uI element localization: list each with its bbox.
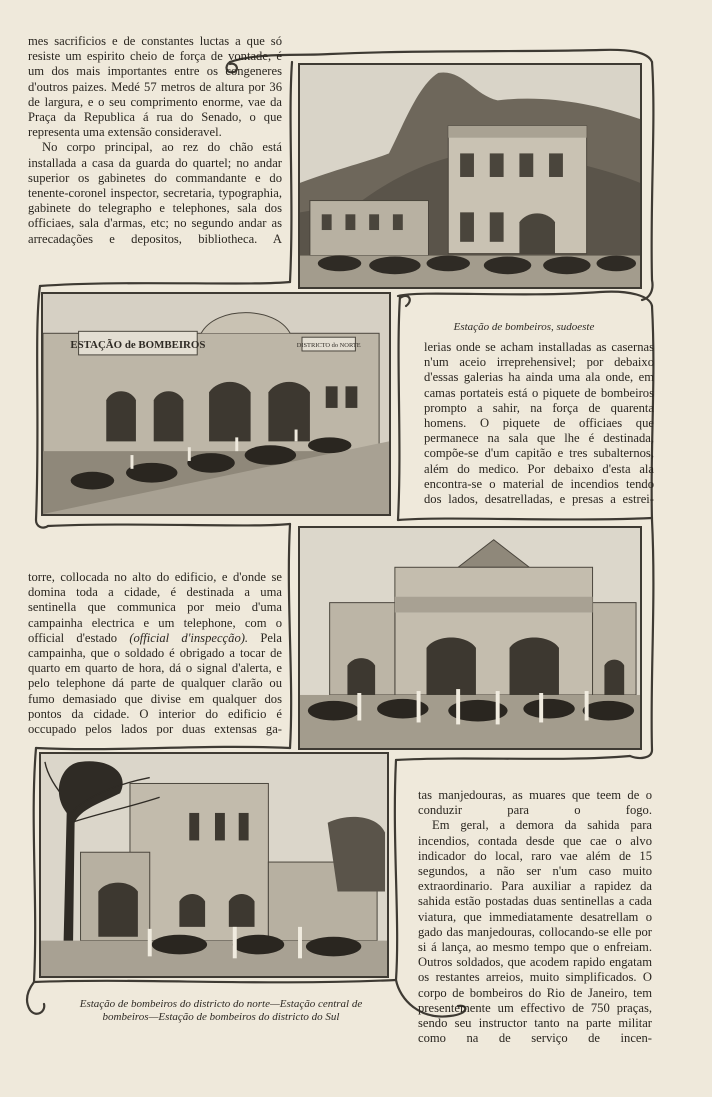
caption-sudoeste: Estação de bombeiros, sudoeste — [453, 321, 595, 333]
photo-estacao-sul-facade — [298, 526, 642, 750]
text-col1-top — [28, 34, 282, 247]
paragraph — [28, 570, 282, 737]
photo-estacao-tree-street — [39, 752, 389, 978]
sign-estacao-bombeiros: ESTAÇÃO de BOMBEIROS — [70, 339, 206, 352]
photo-estacao-central-mountain — [298, 63, 642, 289]
paragraph: No corpo principal, ao rez do chão está installada a casa da guarda do quartel; no andar superior os gabinetes do commandante e do tenente-coronel inspector, secretaria, typographia, gabinete do telegrapho e telephones, sala dos officiaes, sala d'armas, etc; no segundo andar as arrecadações e depositos, bibliotheca. A — [28, 140, 282, 246]
text-run-italic: (official d'inspecção). — [129, 630, 249, 645]
sign-districto-norte: DISTRICTO do NORTE — [296, 342, 361, 350]
paragraph: tas manjedouras, as muares que teem de o conduzir para o fogo. — [418, 788, 652, 818]
text-run: torre, collocada no alto do edificio, e d'onde se domina toda a cidade, é destinada a uma sentinella que communica por meio d'uma campainha electrica e um telephone, com o official d'estado — [28, 570, 282, 645]
paragraph: lerias onde se acham installadas as casernas n'um aceio irreprehensivel; por debaixo d'essas galerias ha ainda uma ala onde, em camas portateis está o piquete de bombeiros prompto a sahir, na força de quarenta homens. O piquete de officiaes que permanece na sala que lhe é destinada, compõe-se d'um capitão e tres subalternos, além do medico. Por debaixo d'esta ala encontra-se o material de incendios tendo dos lados, desatrelladas, e presas a estrei- — [424, 340, 654, 507]
paragraph: Em geral, a demora da sahida para incendios, contada desde que cae o alvo indicador do local, raro vae além de 15 segundos, a não ser n'um caso muito extraordinario. Para auxiliar a rapidez da sahida estão postadas duas sentinellas a cada viatura, que immediatamente desatrellam o gado das manjedouras, collocando-se elle por si á lança, ao mesmo tempo que o enfreiam. Outros soldados, que acodem rapido engatam os restantes arreios, muito simplificados. O corpo de bombeiros do Rio de Janeiro, tem presentemente um effectivo de 750 praças, sendo seu instructor tanto na parte militar como na de serviço de incen- — [418, 818, 652, 1046]
paragraph: mes sacrificios e de constantes luctas a que só resiste um espirito cheio de força de vontade, é um dos mais importantes entre os congeneres d'outros paizes. Medé 57 metros de altura por 36 de largura, e o seu comprimento enorme, vae da Praça da Republica á rua do Senado, o que representa uma extensão consideravel. — [28, 34, 282, 140]
text-run: Pela campainha, que o soldado é obrigado a tocar de quarto em quarto de hora, dá o signal d'alerta, e pelo telephone dá parte de qualquer clarão ou fumo demasiado que divise em qualquer dos pontos da cidade. O interior do edificio é occupado pelos lados por duas extensas ga- — [28, 630, 282, 737]
photo-estacao-norte-street — [41, 292, 391, 516]
text-col1-mid — [28, 570, 282, 737]
caption-bottom-photos: Estação de bombeiros do districto do norte—Estação central de bombeiros—Estação de bombeiros do districto do Sul — [79, 998, 363, 1023]
text-col2-mid — [424, 340, 654, 507]
text-col2-bottom — [418, 788, 652, 1046]
